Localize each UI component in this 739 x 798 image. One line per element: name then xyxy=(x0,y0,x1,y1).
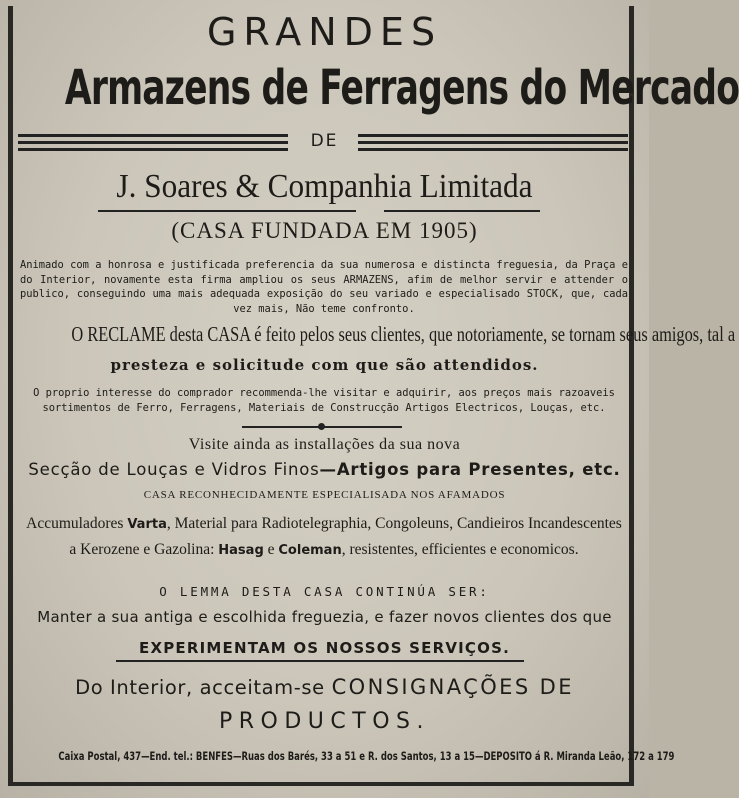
experimentam-underline xyxy=(116,660,524,662)
brand-hasag: Hasag xyxy=(218,542,264,558)
visite-line: Visite ainda as installações da sua nova xyxy=(188,436,461,453)
seccao-name: Secção de Louças e Vidros Finos xyxy=(28,460,320,479)
casa-especialisada-line: CASA RECONHECIDAMENTE ESPECIALISADA NOS AFAMADOS xyxy=(143,489,506,501)
intro-paragraph: Animado com a honrosa e justificada preferencia da sua numerosa e distincta freguesia, da Praça e do Interior, novamente esta firma ampliou os seus ARMAZENS, afim de melhor servir e attender o publico, conseguindo uma mais adequada exposição do seu variado e especialisado STOCK, que, cada vez mais, Não teme confronto. xyxy=(20,259,628,315)
brand-varta: Varta xyxy=(127,517,167,532)
productos-line: PRODUCTOS. xyxy=(219,709,430,734)
headline-title: Armazens de Ferragens do Mercado xyxy=(64,60,739,116)
accum-text-1: Accumuladores xyxy=(26,515,128,532)
lemma-line: O LEMMA DESTA CASA CONTINÚA SER: xyxy=(159,584,490,599)
company-underline-right xyxy=(384,210,540,212)
headline-grandes: GRANDES xyxy=(206,10,443,54)
seccao-artigos: —Artigos para Presentes, etc. xyxy=(319,460,621,479)
brand-coleman: Coleman xyxy=(278,542,342,558)
founded-line: (CASA FUNDADA EM 1905) xyxy=(171,218,478,243)
proprio-paragraph: O proprio interesse do comprador recommenda-lhe visitar e adquirir, aos preços mais razoaveis sortimentos de Ferro, Ferragens, Materiais de Construcção Artigos Electricos, Louças, etc. xyxy=(33,387,615,414)
footer-address: Caixa Postal, 437—End. tel.: BENFES—Ruas dos Barés, 33 a 51 e R. dos Santos, 13 a 15—DEPOSITO á R. Miranda Leão, 172 a 179 xyxy=(58,749,675,763)
ornament-divider xyxy=(242,426,402,428)
divider-dot xyxy=(318,423,325,430)
experimentam-line: EXPERIMENTAM OS NOSSOS SERVIÇOS. xyxy=(139,639,510,657)
do-interior-line xyxy=(0,675,649,699)
accum-text-3: e xyxy=(263,540,279,558)
headline-de: DE xyxy=(310,131,339,151)
accum-text-4: , resistentes, efficientes e economicos. xyxy=(341,540,579,558)
accum-text-2: , Material para Radiotelegraphia, Congoleuns, Candieiros Incandescentes a Kerozene e Gazolina: xyxy=(69,515,622,558)
consignacoes-text: CONSIGNAÇÕES DE xyxy=(331,675,574,699)
presteza-line: presteza e solicitude com que são attendidos. xyxy=(110,356,539,374)
company-underline-left xyxy=(98,210,356,212)
do-interior-text: Do Interior, acceitam-se xyxy=(75,676,332,699)
products-paragraph xyxy=(22,512,626,563)
manter-line: Manter a sua antiga e escolhida freguezia, e fazer novos clientes dos que xyxy=(37,608,612,626)
seccao-line xyxy=(0,460,649,479)
reclame-line: O RECLAME desta CASA é feito pelos seus clientes, que notoriamente, se tornam seus amigos, tal a xyxy=(71,322,736,346)
company-name: J. Soares & Companhia Limitada xyxy=(116,168,533,205)
